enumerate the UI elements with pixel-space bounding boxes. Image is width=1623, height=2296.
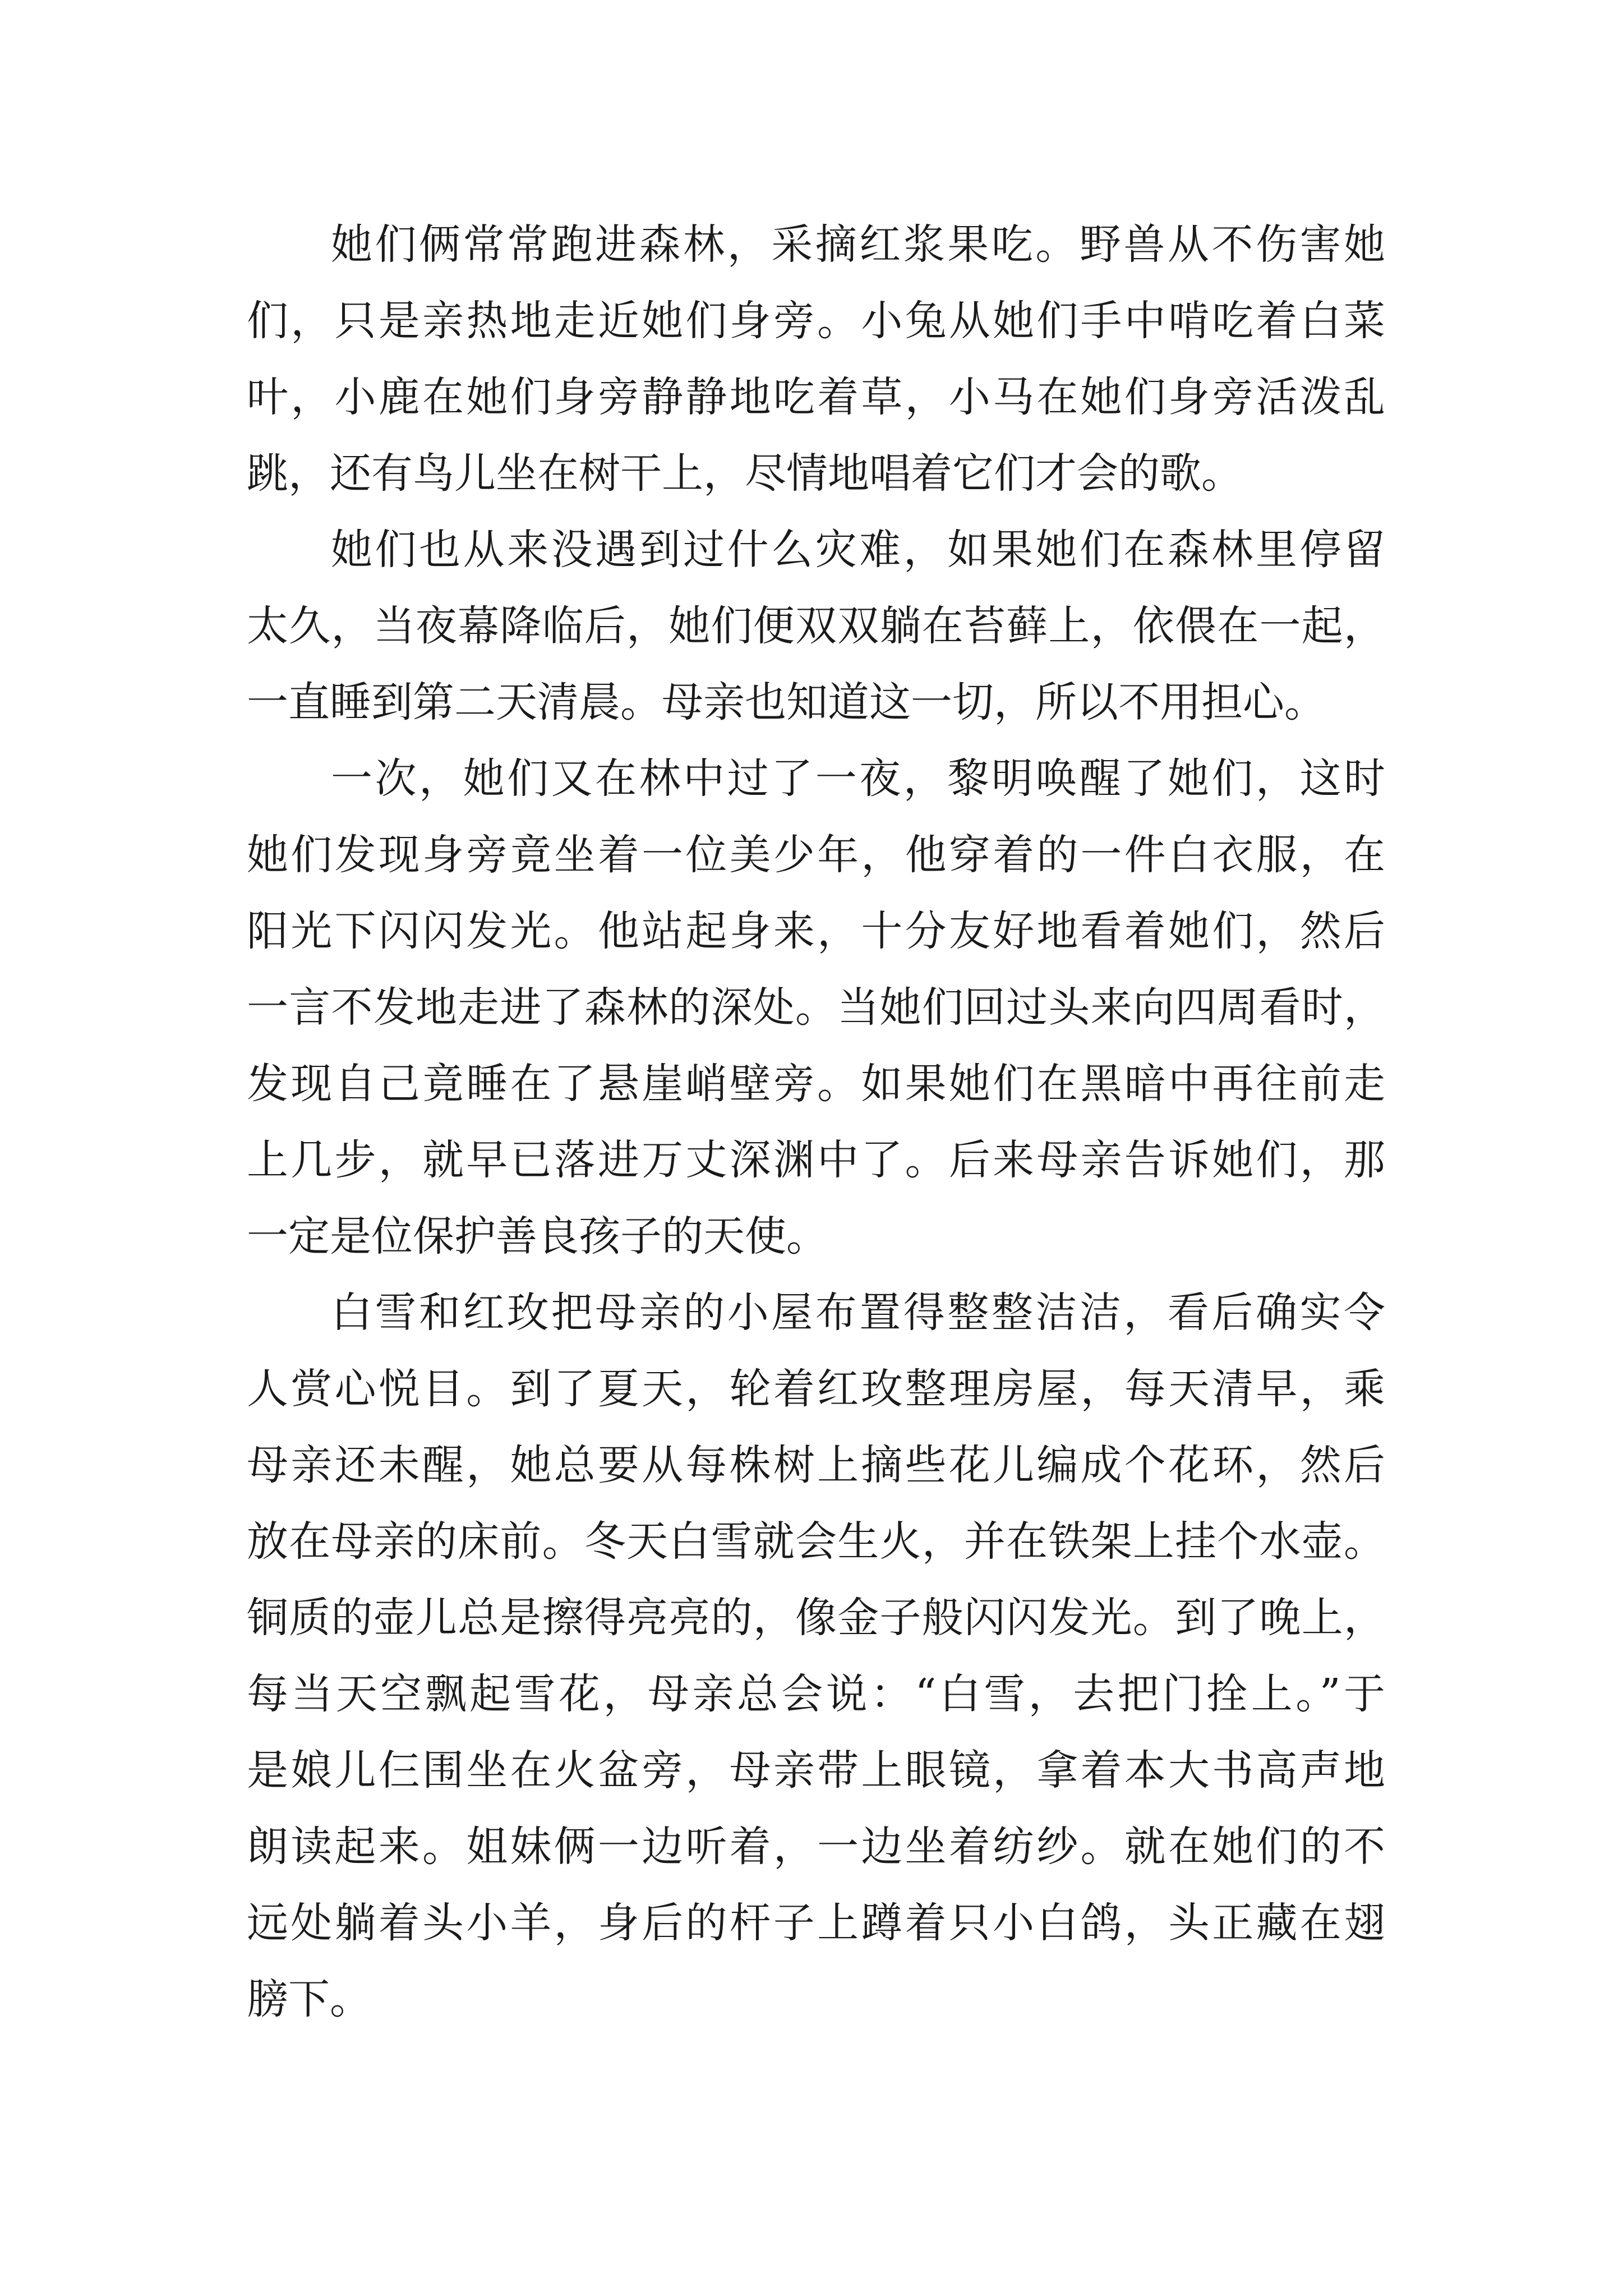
paragraph-2-line-2: 太久，当夜幕降临后，她们便双双躺在苔藓上，依偎在一起， <box>247 602 1385 650</box>
paragraph-1-line-2: 们，只是亲热地走近她们身旁。小兔从她们手中啃吃着白菜 <box>247 297 1385 345</box>
paragraph-1-line-1: 她们俩常常跑进森林，采摘红浆果吃。野兽从不伤害她 <box>331 220 1385 269</box>
paragraph-3-line-5: 发现自己竟睡在了悬崖峭壁旁。如果她们在黑暗中再往前走 <box>247 1060 1385 1108</box>
paragraph-3-line-1: 一次，她们又在林中过了一夜，黎明唤醒了她们，这时 <box>331 754 1385 803</box>
paragraph-4-line-5: 铜质的壶儿总是擦得亮亮的，像金子般闪闪发光。到了晚上， <box>247 1594 1385 1642</box>
paragraph-4-line-4: 放在母亲的床前。冬天白雪就会生火，并在铁架上挂个水壶。 <box>247 1517 1385 1566</box>
story-text <box>247 206 1385 2037</box>
paragraph-3-line-2: 她们发现身旁竟坐着一位美少年，他穿着的一件白衣服，在 <box>247 831 1385 879</box>
paragraph-4-line-3: 母亲还未醒，她总要从每株树上摘些花儿编成个花环，然后 <box>247 1441 1385 1489</box>
paragraph-1-line-3: 叶，小鹿在她们身旁静静地吃着草，小马在她们身旁活泼乱 <box>247 373 1385 421</box>
paragraph-3-line-4: 一言不发地走进了森林的深处。当她们回过头来向四周看时， <box>247 983 1385 1032</box>
paragraph-2-line-3: 一直睡到第二天清晨。母亲也知道这一切，所以不用担心。 <box>247 678 1326 726</box>
paragraph-4-line-10: 膀下。 <box>247 1975 371 2023</box>
paragraph-2-line-1: 她们也从来没遇到过什么灾难，如果她们在森林里停留 <box>331 526 1385 574</box>
paragraph-3-line-3: 阳光下闪闪发光。他站起身来，十分友好地看着她们，然后 <box>247 907 1385 955</box>
paragraph-4-line-8: 朗读起来。姐妹俩一边听着，一边坐着纺纱。就在她们的不 <box>247 1823 1385 1871</box>
paragraph-4-line-2: 人赏心悦目。到了夏天，轮着红玫整理房屋，每天清早，乘 <box>247 1365 1385 1413</box>
paragraph-4-line-9: 远处躺着头小羊，身后的杆子上蹲着只小白鸽，头正藏在翅 <box>247 1899 1385 1947</box>
paragraph-4-line-7: 是娘儿仨围坐在火盆旁，母亲带上眼镜，拿着本大书高声地 <box>247 1746 1385 1795</box>
paragraph-3-line-7: 一定是位保护善良孩子的天使。 <box>247 1212 828 1260</box>
paragraph-4-line-1: 白雪和红玫把母亲的小屋布置得整整洁洁，看后确实令 <box>331 1289 1385 1337</box>
paragraph-4-line-6: 每当天空飘起雪花，母亲总会说：“白雪，去把门拴上。”于 <box>247 1670 1385 1718</box>
paragraph-1-line-4: 跳，还有鸟儿坐在树干上，尽情地唱着它们才会的歌。 <box>247 449 1243 498</box>
paragraph-3-line-6: 上几步，就早已落进万丈深渊中了。后来母亲告诉她们，那 <box>247 1136 1385 1184</box>
